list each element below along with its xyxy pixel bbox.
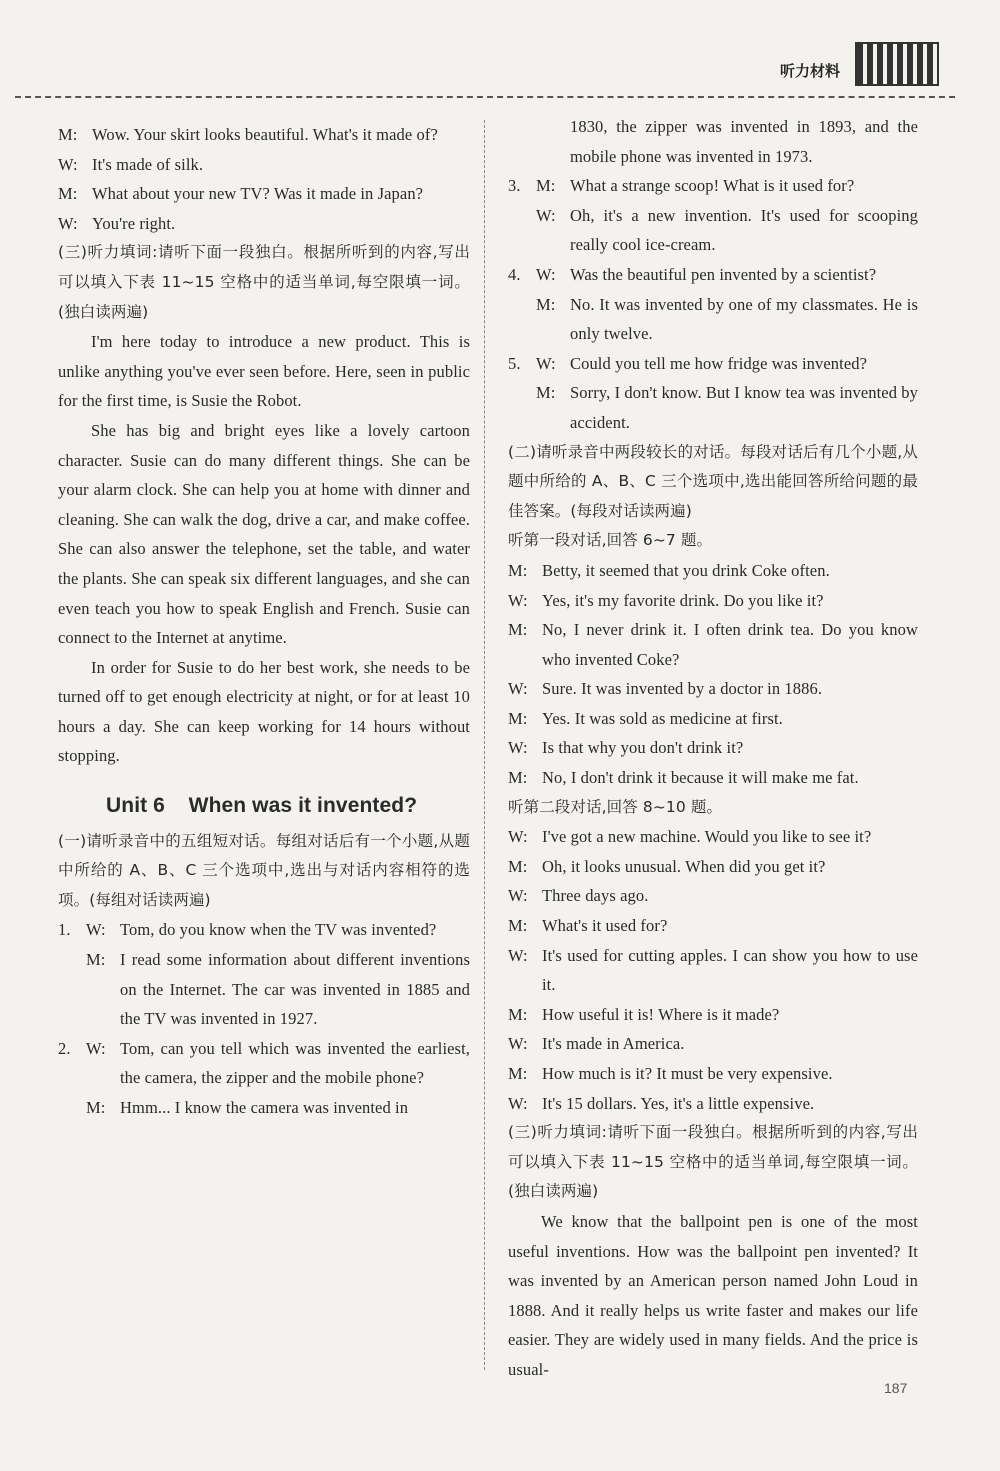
dialog-line: M: What about your new TV? Was it made in Japan? (58, 184, 424, 204)
dialog-silk (58, 120, 470, 238)
conversation-2: W: I've got a new machine. Would you like to see it? M: Oh, it looks unusual. When did you get it? W: Three days ago. M: What's it used for? W: It's used for cutting apples. I can show you how to use it. M: How useful it is! Where is it made? W: It's made in America. M: How much is it? It must be very expensive. W: It's 15 dollars. Yes, it's a little expensive. (508, 827, 918, 1113)
section3-instructions: (三)听力填词:请听下面一段独白。根据所听到的内容,写出可以填入下表 11~15 空格中的适当单词,每空限填一词。(独白读两遍) (508, 1123, 918, 1201)
monologue-paragraph: We know that the ballpoint pen is one of the most useful inventions. How was the ballpoint pen invented? It was invented by an American person named John Loud in 1888. And it really helps us write faster and makes our life easier. They are widely used in many fields. And the price is usual- (508, 1211, 918, 1379)
left-column (58, 120, 470, 1123)
unit-title: Unit 6 When was it invented? (106, 794, 418, 818)
conversation1-heading: 听第一段对话,回答 6~7 题。 (508, 531, 713, 550)
dialog-line: W: You're right. (58, 213, 176, 233)
section3-instructions: (三)听力填词:请听下面一段独白。根据所听到的内容,写出可以填入下表 11~15 空格中的适当单词,每空限填一词。(独白读两遍) (58, 243, 470, 321)
header-title: 听力材料 (780, 62, 841, 80)
question-2-continued: 1830, the zipper was invented in 1893, and the mobile phone was invented in 1973. (570, 117, 918, 166)
monologue-paragraph: In order for Susie to do her best work, she needs to be turned off to get enough electricity at night, or for at least 10 hours a day. She can keep working for 14 hours without stopping. (58, 657, 470, 766)
conversation2-heading: 听第二段对话,回答 8~10 题。 (508, 797, 723, 816)
question-1: 1. W: Tom, do you know when the TV was invented? M: I read some information about different inventions on the Internet. The car was invented in 1885 and the TV was invented in 1927. (58, 915, 470, 1033)
page-number: 187 (884, 1380, 908, 1396)
section1-instructions: (一)请听录音中的五组短对话。每组对话后有一个小题,从题中所给的 A、B、C 三个选项中,选出与对话内容相符的选项。(每组对话读两遍) (58, 831, 470, 909)
question-3: 3. M: What a strange scoop! What is it used for? W: Oh, it's a new invention. It's used for scooping really cool ice-cream. (508, 176, 918, 255)
question-2: 2. W: Tom, can you tell which was invented the earliest, the camera, the zipper and the mobile phone? M: Hmm... I know the camera was invented in (58, 1034, 470, 1123)
dialog-line: W: It's made of silk. (58, 154, 204, 174)
section2-instructions: (二)请听录音中两段较长的对话。每段对话后有几个小题,从题中所给的 A、B、C 三个选项中,选出能回答所给问题的最佳答案。(每段对话读两遍) (508, 442, 918, 520)
right-column (508, 112, 918, 1385)
monologue-paragraph: I'm here today to introduce a new product. This is unlike anything you've ever seen before. Here, seen in public for the first time, is Susie the Robot. (58, 332, 470, 411)
page-header (0, 0, 1000, 100)
question-4: 4. W: Was the beautiful pen invented by a scientist? M: No. It was invented by one of my classmates. He is only twelve. (508, 264, 918, 344)
header-decoration-icon (855, 42, 939, 86)
header-divider (15, 96, 955, 98)
conversation-1: M: Betty, it seemed that you drink Coke often. W: Yes, it's my favorite drink. Do you like it? M: No, I never drink it. I often drink tea. Do you know who invented Coke? W: Sure. It was invented by a doctor in 1886. M: Yes. It was sold as medicine at first. W: Is that why you don't drink it? M: No, I don't drink it because it will make me fat. (508, 560, 918, 788)
column-divider (484, 120, 485, 1370)
question-number: 1. (58, 920, 71, 940)
dialog-line: M: Wow. Your skirt looks beautiful. What's it made of? (58, 125, 438, 144)
question-number: 2. (58, 1038, 71, 1058)
question-5: 5. W: Could you tell me how fridge was invented? M: Sorry, I don't know. But I know tea was invented by accident. (508, 353, 918, 432)
monologue-paragraph: She has big and bright eyes like a lovely cartoon character. Susie can do many different things. She can be your alarm clock. She can help you at home with dinner and cleaning. She can walk the dog, drive a car, and make coffee. She can also answer the telephone, set the table, and water the plants. She can speak six different languages, and she can even teach you how to speak English and French. Susie can connect to the Internet at anytime. (58, 420, 470, 648)
